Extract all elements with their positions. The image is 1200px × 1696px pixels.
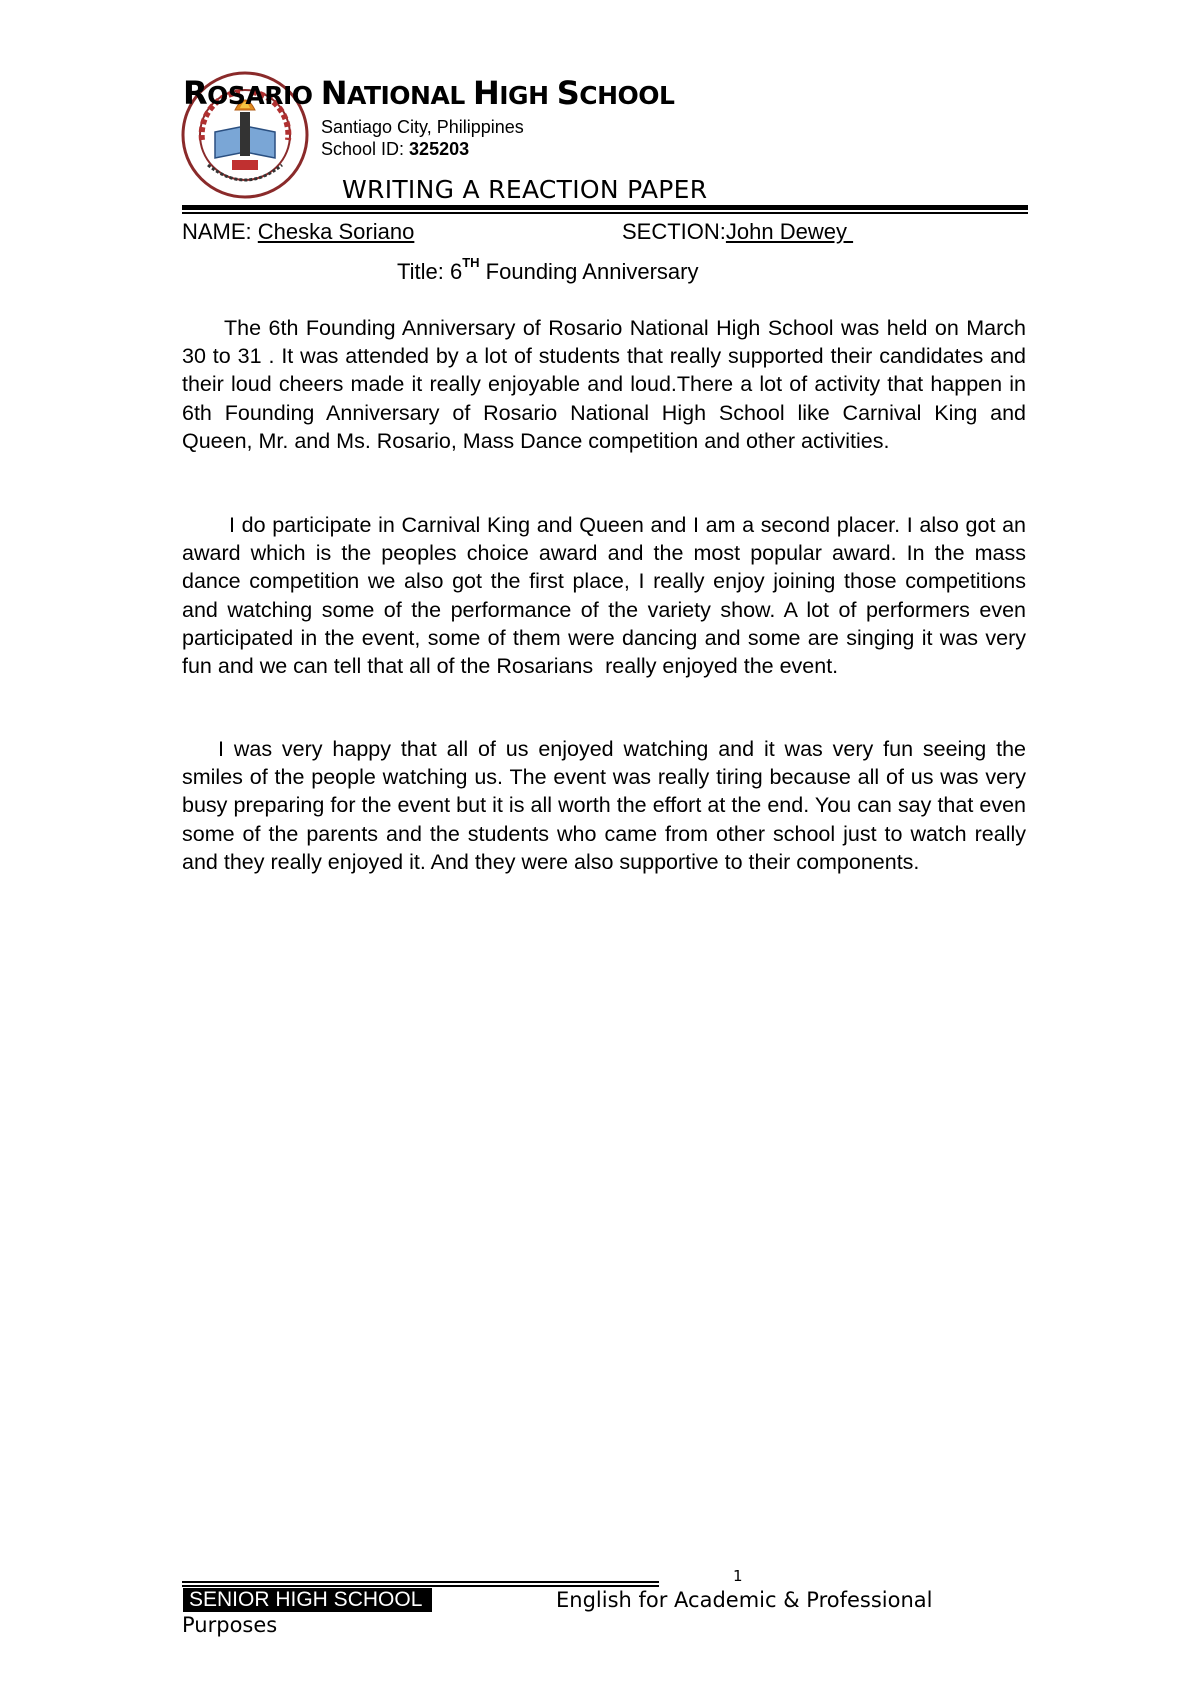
school-id-label: School ID: xyxy=(321,139,410,159)
school-name-part: IGH xyxy=(499,81,557,110)
school-id xyxy=(321,139,469,160)
document-title: WRITING A REACTION PAPER xyxy=(342,175,708,204)
footer-subject-continued: Purposes xyxy=(182,1613,278,1637)
essay-paragraph: I do participate in Carnival King and Queen and I am a second placer. I also got an award which is the peoples choice award and the most popular award. In the mass dance competition we also got the first place, I really enjoy joining those competitions and watching some of the performance of the variety show. A lot of performers even participated in the event, some of them were dancing and some are singing it was very fun and we can tell that all of the Rosarians really enjoyed the event. xyxy=(182,513,1032,679)
school-name xyxy=(183,74,674,112)
name-label: NAME: xyxy=(182,219,258,244)
student-name: Cheska Soriano xyxy=(257,219,415,244)
school-name-part: R xyxy=(183,74,208,112)
essay-paragraph: I was very happy that all of us enjoyed watching and it was very fun seeing the smiles of the people watching us. The event was really tiring because all of us was very busy preparing for the event but it is all worth the effort at the end. You can say that even some of the parents and the students who came from other school just to watch really and they really enjoyed it. And they were also supportive to their components. xyxy=(182,737,1026,874)
section-label: SECTION: xyxy=(622,219,726,244)
essay-title-superscript: TH xyxy=(462,255,480,270)
footer-subject: English for Academic & Professional xyxy=(556,1588,933,1612)
student-name-row xyxy=(182,219,414,245)
footer-divider xyxy=(182,1585,659,1587)
school-id-value: 325203 xyxy=(409,139,470,159)
header-divider-thin xyxy=(182,212,1028,214)
student-section-row xyxy=(622,219,853,245)
essay-title xyxy=(397,255,699,285)
essay-title-prefix: Title: 6 xyxy=(397,259,463,284)
essay-title-suffix: Founding Anniversary xyxy=(479,259,699,284)
essay-paragraph: The 6th Founding Anniversary of Rosario National High School was held on March 30 to 31 . It was attended by a lot of students that really supported their candidates and their loud cheers made it really enjoyable and loud.There a lot of activity that happen in 6th Founding Anniversary of Rosario National High School like Carnival King and Queen, Mr. and Ms. Rosario, Mass Dance competition and other activities. xyxy=(182,316,1026,453)
student-section: John Dewey xyxy=(725,219,854,244)
school-name-part: CHOOL xyxy=(579,81,675,110)
school-name-part: N xyxy=(320,74,348,112)
school-address: Santiago City, Philippines xyxy=(321,117,524,137)
school-name-part: ATIONAL xyxy=(347,81,473,110)
footer-divider xyxy=(182,1581,659,1583)
school-name-part: S xyxy=(556,74,580,112)
footer-label: SENIOR HIGH SCHOOL xyxy=(183,1588,432,1612)
school-name-part: H xyxy=(472,74,500,112)
header-divider-thick xyxy=(182,205,1028,210)
page-number: 1 xyxy=(733,1567,743,1585)
school-name-part: OSARIO xyxy=(207,81,321,110)
